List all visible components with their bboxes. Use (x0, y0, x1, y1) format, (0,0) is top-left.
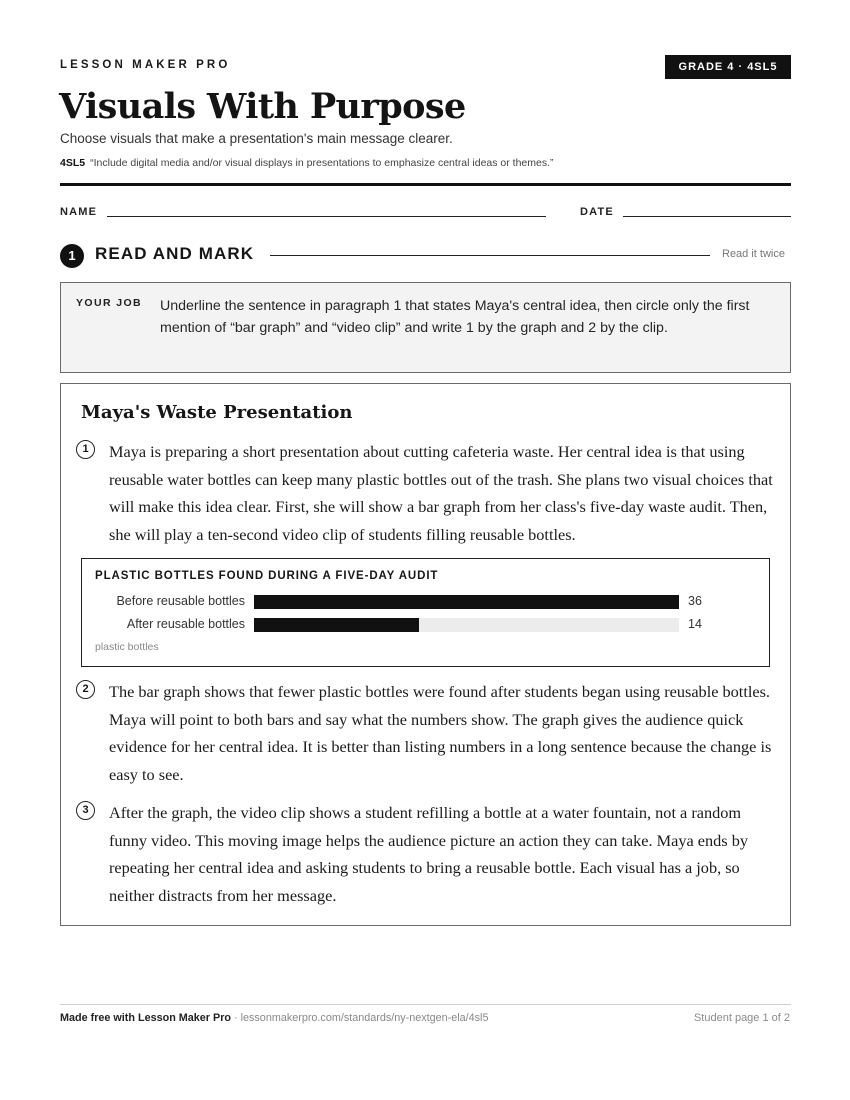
job-label: YOUR JOB (76, 297, 143, 309)
section-divider (270, 255, 710, 256)
header-divider (60, 183, 791, 186)
paragraph-text: After the graph, the video clip shows a student refilling a bottle at a water fountain, not a random funny video. This moving image helps the audience picture an action they can take. Maya ends by repeating her central idea and asking students to bring a reusable bottle. Each visual has a job, so neither distracts from her message. (109, 803, 748, 905)
grade-badge: GRADE 4 · 4SL5 (665, 55, 791, 79)
footer-page-number: Student page 1 of 2 (693, 1012, 790, 1024)
chart-title: PLASTIC BOTTLES FOUND DURING A FIVE-DAY AUDIT (95, 570, 439, 582)
standard-line (60, 157, 554, 169)
footer-separator: · (231, 1012, 241, 1024)
footer-credit (60, 1012, 488, 1024)
date-field[interactable] (623, 216, 791, 217)
section-title: READ AND MARK (95, 244, 255, 263)
chart-unit-label: plastic bottles (95, 641, 159, 653)
paragraph-2 (76, 678, 776, 790)
chart-value-label: 14 (688, 617, 702, 631)
standard-text: “Include digital media and/or visual displays in presentations to emphasize central ideas or themes.” (90, 157, 554, 169)
name-field[interactable] (107, 216, 546, 217)
page-title: Visuals With Purpose (59, 86, 466, 127)
paragraph-number: 2 (76, 680, 95, 699)
footer-url[interactable]: lessonmakerpro.com/standards/ny-nextgen-ela/4sl5 (240, 1012, 489, 1024)
paragraph-1 (76, 438, 776, 550)
page-subtitle: Choose visuals that make a presentation's main message clearer. (60, 131, 453, 146)
paragraph-text: Maya is preparing a short presentation about cutting cafeteria waste. Her central idea is that using reusable water bottles can keep many plastic bottles out of the trash. She plans two visual choices that will make this idea clear. First, she will show a bar graph from her class's five-day waste audit. Then, she will play a ten-second video clip of students filling reusable bottles. (109, 442, 773, 544)
chart-bar (254, 618, 419, 632)
chart-bar-track (254, 595, 679, 609)
chart-category-label: After reusable bottles (126, 617, 245, 631)
chart-bar (254, 595, 679, 609)
paragraph-3 (76, 799, 776, 911)
date-label: DATE (580, 206, 614, 218)
chart-category-label: Before reusable bottles (116, 594, 245, 608)
passage-box (60, 383, 791, 926)
chart-bar-track (254, 618, 679, 632)
footer-divider (60, 1004, 791, 1005)
passage-title: Maya's Waste Presentation (81, 402, 353, 423)
paragraph-number: 1 (76, 440, 95, 459)
section-number-badge: 1 (60, 244, 84, 268)
bottle-audit-chart (81, 558, 770, 667)
chart-value-label: 36 (688, 594, 702, 608)
section-note: Read it twice (722, 248, 785, 260)
job-box (60, 282, 791, 373)
footer-made-with: Made free with Lesson Maker Pro (60, 1012, 231, 1024)
standard-code: 4SL5 (60, 157, 86, 169)
brand-name: LESSON MAKER PRO (60, 59, 231, 71)
name-label: NAME (60, 206, 98, 218)
paragraph-number: 3 (76, 801, 95, 820)
job-instructions: Underline the sentence in paragraph 1 that states Maya's central idea, then circle only the first mention of “bar graph” and “video clip” and write 1 by the graph and 2 by the clip. (160, 298, 750, 336)
paragraph-text: The bar graph shows that fewer plastic bottles were found after students began using reusable bottles. Maya will point to both bars and say what the numbers show. The graph gives the audience quick evidence for her central idea. It is better than listing numbers in a long sentence because the change is easy to see. (109, 682, 772, 784)
